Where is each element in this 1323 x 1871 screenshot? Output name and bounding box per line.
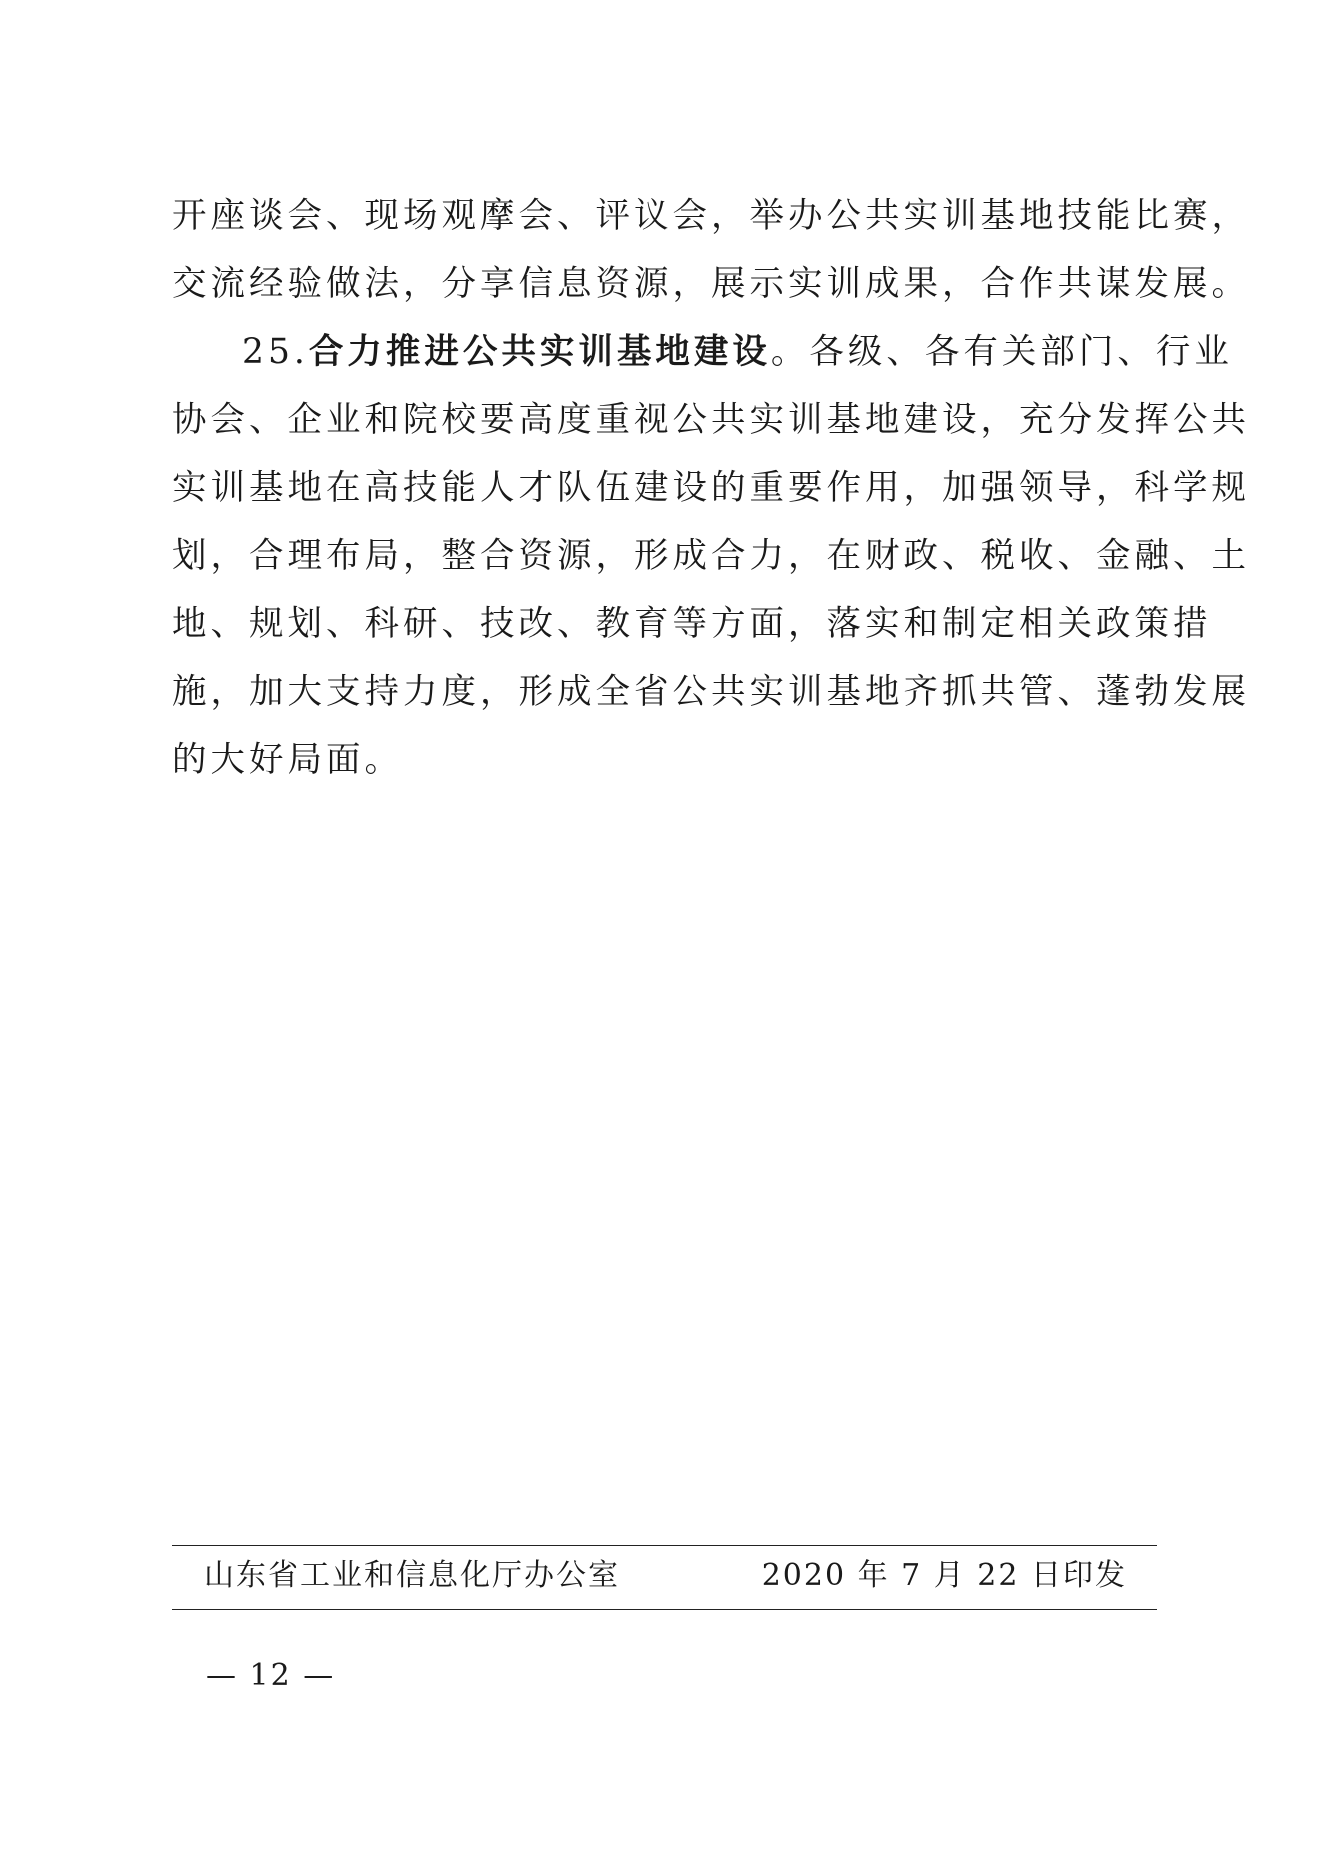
body-line-5: 实训基地在高技能人才队伍建设的重要作用，加强领导，科学规 — [172, 468, 1250, 508]
page-number: — 12 — — [206, 1658, 336, 1693]
body-line-8: 施，加大支持力度，形成全省公共实训基地齐抓共管、蓬勃发展 — [172, 672, 1250, 712]
body-line-2: 交流经验做法，分享信息资源，展示实训成果，合作共谋发展。 — [172, 264, 1250, 304]
body-line-9: 的大好局面。 — [172, 740, 403, 780]
body-line-7: 地、规划、科研、技改、教育等方面，落实和制定相关政策措 — [172, 604, 1212, 644]
issuer-name: 山东省工业和信息化厅办公室 — [204, 1558, 620, 1593]
body-line-6: 划，合理布局，整合资源，形成合力，在财政、税收、金融、土 — [172, 536, 1250, 576]
item-25-paragraph — [242, 332, 1233, 372]
item-25-text: 。各级、各有关部门、行业 — [770, 332, 1233, 372]
footer-top-rule — [172, 1545, 1157, 1546]
item-25-heading: 合力推进公共实训基地建设 — [308, 332, 771, 372]
item-25-number: 25. — [242, 332, 309, 372]
footer-bottom-rule — [172, 1609, 1157, 1610]
issue-date: 2020 年 7 月 22 日印发 — [761, 1558, 1127, 1593]
body-line-1: 开座谈会、现场观摩会、评议会，举办公共实训基地技能比赛， — [172, 196, 1250, 236]
body-line-4: 协会、企业和院校要高度重视公共实训基地建设，充分发挥公共 — [172, 400, 1250, 440]
